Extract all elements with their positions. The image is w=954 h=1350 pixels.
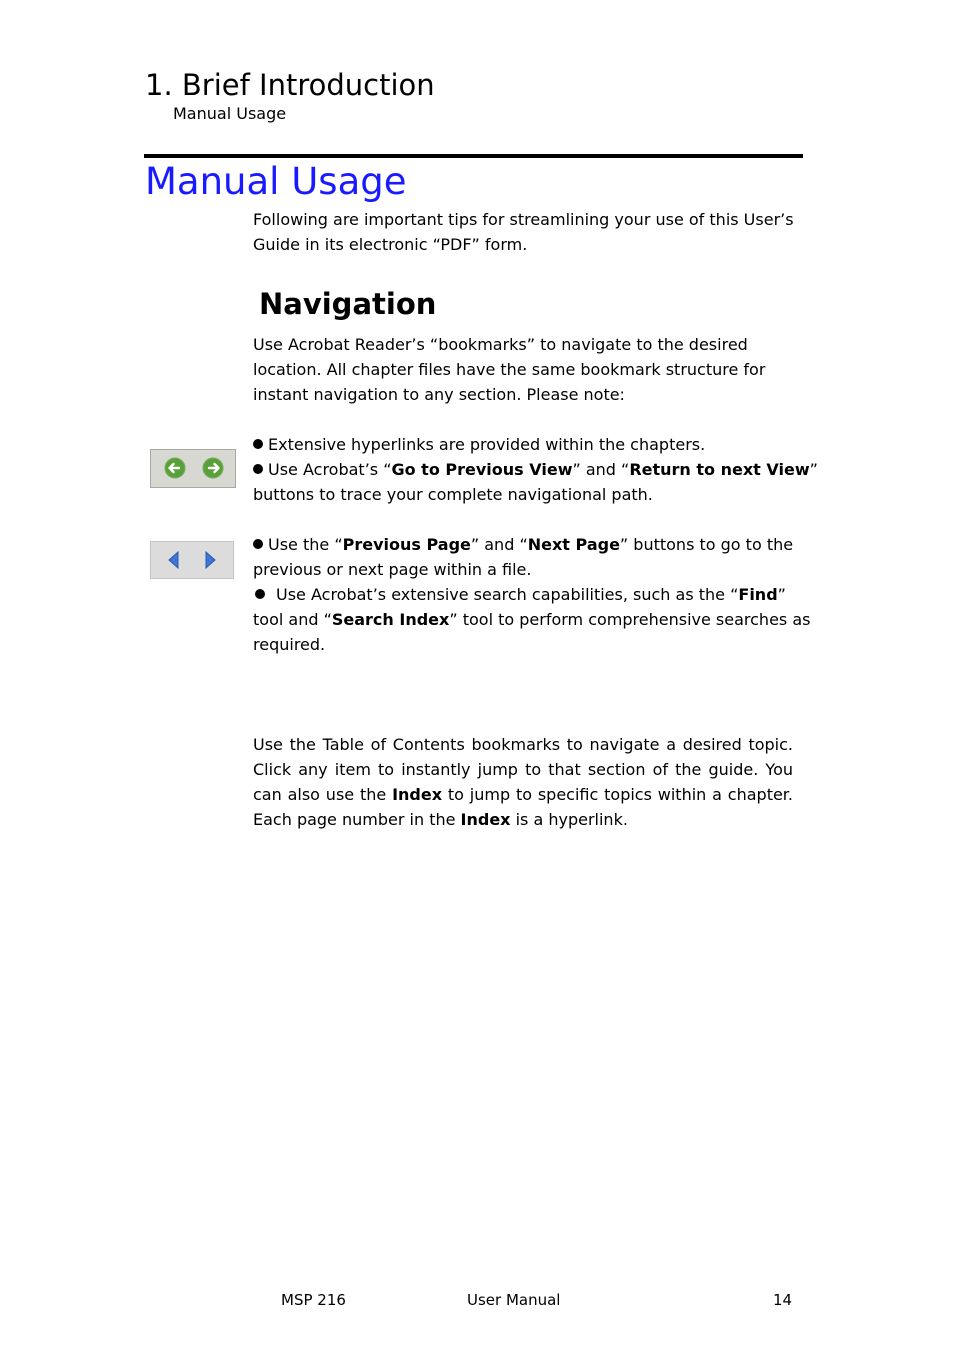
bold-term: Next Page xyxy=(527,535,620,554)
bold-term: Index xyxy=(460,810,511,829)
footer-page-number: 14 xyxy=(773,1291,793,1309)
bullet-text: Use the “ xyxy=(268,535,343,554)
return-to-next-view-icon xyxy=(203,458,223,478)
bullet-dot xyxy=(253,539,263,549)
bold-term: Previous Page xyxy=(342,535,471,554)
heading-rule xyxy=(144,154,803,158)
bullet-text: Extensive hyperlinks are provided within the chapters. xyxy=(268,435,706,454)
navigation-heading: Navigation xyxy=(259,287,437,321)
next-page-icon xyxy=(206,552,215,568)
bullet-page-buttons xyxy=(253,532,818,582)
chapter-subtitle: Manual Usage xyxy=(173,104,287,123)
bullet-text: ” and “ xyxy=(572,460,630,479)
bullet-text: ” and “ xyxy=(470,535,528,554)
section-title: Manual Usage xyxy=(145,160,407,203)
bullet-dot xyxy=(253,439,263,449)
bullet-view-buttons xyxy=(253,457,818,507)
bullet-text: Use Acrobat’s extensive search capabilities, such as the “ xyxy=(276,585,739,604)
bullet-dot xyxy=(253,464,263,474)
bold-term: Go to Previous View xyxy=(391,460,573,479)
previous-page-icon xyxy=(169,552,178,568)
bullet-text: ” tool and “ xyxy=(253,585,786,629)
bullet-dot xyxy=(255,589,265,599)
toc-text: to jump to specific topics within a chapter. Each page number in the xyxy=(253,785,793,829)
bold-term: Search Index xyxy=(331,610,450,629)
navigation-paragraph: Use Acrobat Reader’s “bookmarks” to navigate to the desired location. All chapter files have the same bookmark structure for instant navigation to any section. Please note: xyxy=(253,335,766,404)
bullet-text: Use Acrobat’s “ xyxy=(268,460,392,479)
bold-term: Index xyxy=(392,785,443,804)
toc-text: is a hyperlink. xyxy=(510,810,628,829)
bullet-text: ” buttons to go to the previous or next page within a file. xyxy=(253,535,794,579)
bold-term: Find xyxy=(738,585,778,604)
go-to-previous-view-icon xyxy=(165,458,185,478)
page-navigation-toolbar-image xyxy=(150,541,234,579)
page-buttons-svg xyxy=(151,542,233,578)
bullet-hyperlinks xyxy=(253,432,818,457)
bullet-text: ” tool to perform comprehensive searches as required. xyxy=(253,610,811,654)
view-navigation-toolbar-image xyxy=(150,449,236,488)
toc-paragraph xyxy=(253,732,793,832)
footer-model: MSP 216 xyxy=(281,1291,346,1309)
bold-term: Return to next View xyxy=(629,460,810,479)
view-buttons-svg xyxy=(151,450,235,487)
bullet-search xyxy=(253,582,818,657)
toc-text: Use the Table of Contents bookmarks to navigate a desired topic. Click any item to instantly jump to that section of the guide. You can also use the xyxy=(253,735,793,804)
chapter-title: 1. Brief Introduction xyxy=(145,68,435,102)
footer-document-title: User Manual xyxy=(467,1291,561,1309)
bullet-text: ” buttons to trace your complete navigational path. xyxy=(253,460,818,504)
intro-paragraph: Following are important tips for streamlining your use of this User’s Guide in its electronic “PDF” form. xyxy=(253,210,794,254)
